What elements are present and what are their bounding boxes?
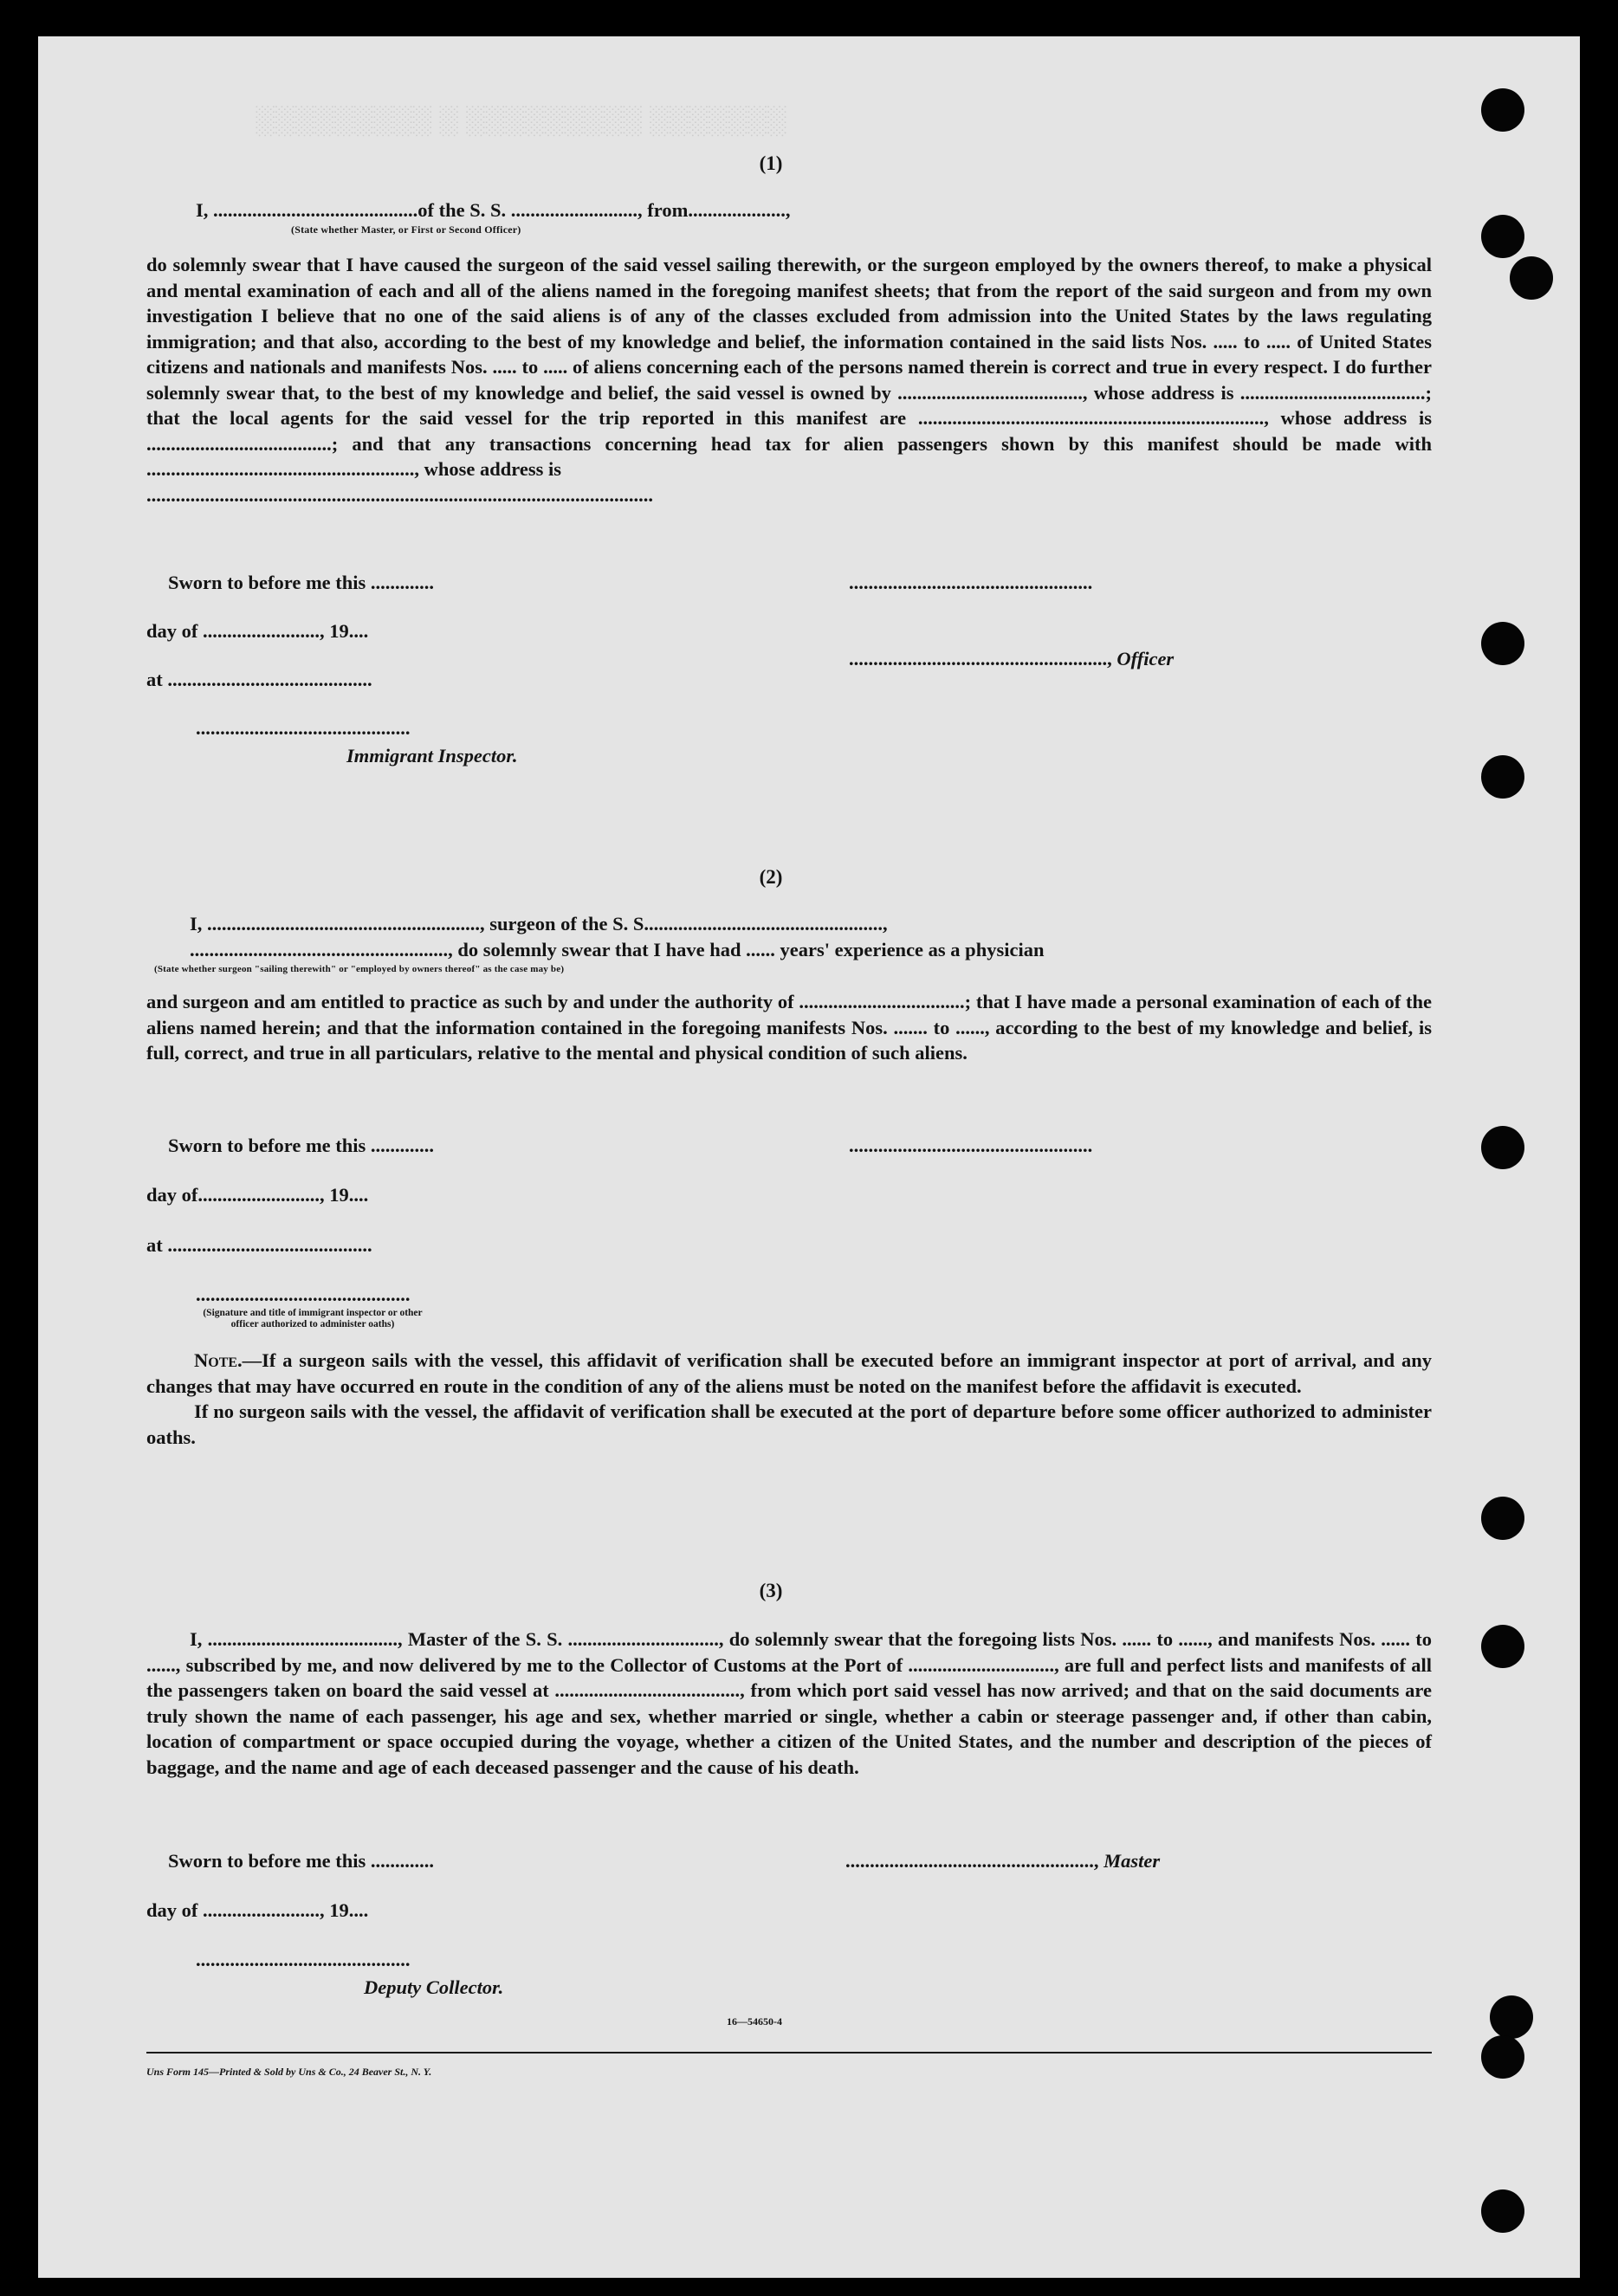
- punch-hole: [1481, 2035, 1524, 2079]
- note-title: Note.: [194, 1349, 243, 1371]
- punch-hole: [1481, 1126, 1524, 1169]
- section-2-heading: (2): [759, 866, 783, 888]
- section-3-master-line: ..................................................., Master: [845, 1850, 1161, 1872]
- punch-hole: [1481, 2189, 1524, 2233]
- officer-label: Officer: [1116, 648, 1175, 669]
- section-2-at: at ..........................................: [146, 1234, 372, 1256]
- section-3-collector-line: ............................................: [196, 1949, 411, 1970]
- section-1-inspector-line: ............................................: [196, 717, 411, 739]
- section-1-caption: (State whether Master, or First or Second Officer): [291, 223, 521, 236]
- punch-hole: [1481, 1497, 1524, 1540]
- punch-hole: [1510, 256, 1553, 300]
- section-2-caption: (State whether surgeon "sailing therewith" or "employed by owners thereof" as the case may be): [154, 964, 565, 974]
- punch-hole: [1481, 1625, 1524, 1668]
- document-page: [38, 36, 1580, 2278]
- section-2-inspector-caption: (Signature and title of immigrant inspector or other officer authorized to administer oaths): [203, 1308, 423, 1329]
- section-1-at: at ..........................................: [146, 669, 372, 690]
- printer-imprint: Uns Form 145—Printed & Sold by Uns & Co., 24 Beaver St., N. Y.: [146, 2066, 432, 2078]
- section-2-line-2: ....................................................., do solemnly swear that I have had ...... years' experience as a physician: [190, 939, 1045, 960]
- section-2-paragraph: and surgeon and am entitled to practice as such by and under the authority of ..................................; that I have made a personal examination of each of the aliens named herein; and that the information contained in the foregoing manifests Nos. ....... to ......, according to the best of my knowledge and belief, is full, correct, and true in all particulars, relative to the mental and physical condition of such aliens.: [146, 991, 1432, 1064]
- section-1-sworn: Sworn to before me this .............: [168, 572, 435, 593]
- note-2: If no surgeon sails with the vessel, the affidavit of verification shall be executed at the port of departure before some officer authorized to administer oaths.: [146, 1400, 1432, 1448]
- section-2-inspector-line: ............................................: [196, 1284, 411, 1305]
- section-1-heading: (1): [759, 152, 783, 174]
- form-code: 16—54650-4: [727, 2015, 782, 2028]
- master-label: Master: [1103, 1850, 1161, 1872]
- note-body: —If a surgeon sails with the vessel, this affidavit of verification shall be executed before an immigrant inspector at port of arrival, and any changes that may have occurred en route in the condition of any of the aliens must be noted on the manifest before the affidavit is executed.: [146, 1349, 1432, 1397]
- section-2-note: [146, 1348, 1432, 1450]
- section-2-day-of: day of........................., 19....: [146, 1184, 369, 1206]
- section-1-day-of: day of ........................, 19....: [146, 620, 369, 642]
- deputy-collector-label: Deputy Collector.: [364, 1976, 504, 1998]
- section-1-officer-line: ....................................................., Officer: [849, 648, 1175, 669]
- bleed-through-text: ░░░░░░░░░ ░ ░░░░░░░░░ ░░░░░░░: [255, 104, 786, 135]
- punch-hole: [1481, 215, 1524, 258]
- punch-hole: [1490, 1995, 1533, 2039]
- section-1-paragraph: do solemnly swear that I have caused the surgeon of the said vessel sailing therewith, or the surgeon employed by the owners thereof, to make a physical and mental examination of each and all of the aliens named in the foregoing manifest sheets; that from the report of the said surgeon and from my own investigation I believe that no one of the said aliens is of any of the classes excluded from admission into the United States by the laws regulating immigration; and that also, according to the best of my knowledge and belief, the information contained in the said lists Nos. ..... to ..... of United States citizens and nationals and manifests Nos. ..... to ..... of aliens concerning each of the persons named therein is correct and true in every respect. I do further solemnly swear that, to the best of my knowledge and belief, the said vessel is owned by ......................................, whose address is ......................................; that the local agents for the said vessel for the trip reported in this manifest are ......................................................................., whose address is ......................................; and that any transactions concerning head tax for alien passengers shown by this manifest should be made with ......................................................., whose address is ........................................................................................................: [146, 254, 1432, 506]
- section-3-day-of: day of ........................, 19....: [146, 1899, 369, 1921]
- section-1-line-1: I, ..........................................of the S. S. .........................., from....................,: [196, 199, 791, 221]
- section-2-sworn: Sworn to before me this .............: [168, 1135, 435, 1156]
- punch-hole: [1481, 755, 1524, 799]
- punch-hole: [1481, 88, 1524, 132]
- immigrant-inspector-label: Immigrant Inspector.: [346, 745, 518, 766]
- section-1-signature-line: ..................................................: [849, 572, 1093, 593]
- section-2-line-1: I, ........................................................, surgeon of the S. S.................................................,: [190, 913, 888, 935]
- footer-rule: [146, 2052, 1432, 2053]
- punch-hole: [1481, 622, 1524, 665]
- section-3-paragraph: I, ......................................., Master of the S. S. ..............................., do solemnly swear that the foregoing lists Nos. ...... to ......, and manifests Nos. ...... to ......, subscribed by me, and now delivered by me to the Collector of Customs at the Port of .............................., are full and perfect lists and manifests of all the passengers taken on board the said vessel at ......................................, from which port said vessel has now arrived; and that on the said documents are truly shown the name of each passenger, his age and sex, whether married or single, whether a cabin or steerage passenger and, if other than cabin, location of compartment or space occupied during the voyage, whether a citizen of the United States, and the number and description of the pieces of baggage, and the name and age of each deceased passenger and the cause of his death.: [146, 1628, 1432, 1778]
- section-2-surgeon-signature-line: ..................................................: [849, 1135, 1093, 1156]
- section-3-heading: (3): [759, 1580, 783, 1601]
- section-3-sworn: Sworn to before me this .............: [168, 1850, 435, 1872]
